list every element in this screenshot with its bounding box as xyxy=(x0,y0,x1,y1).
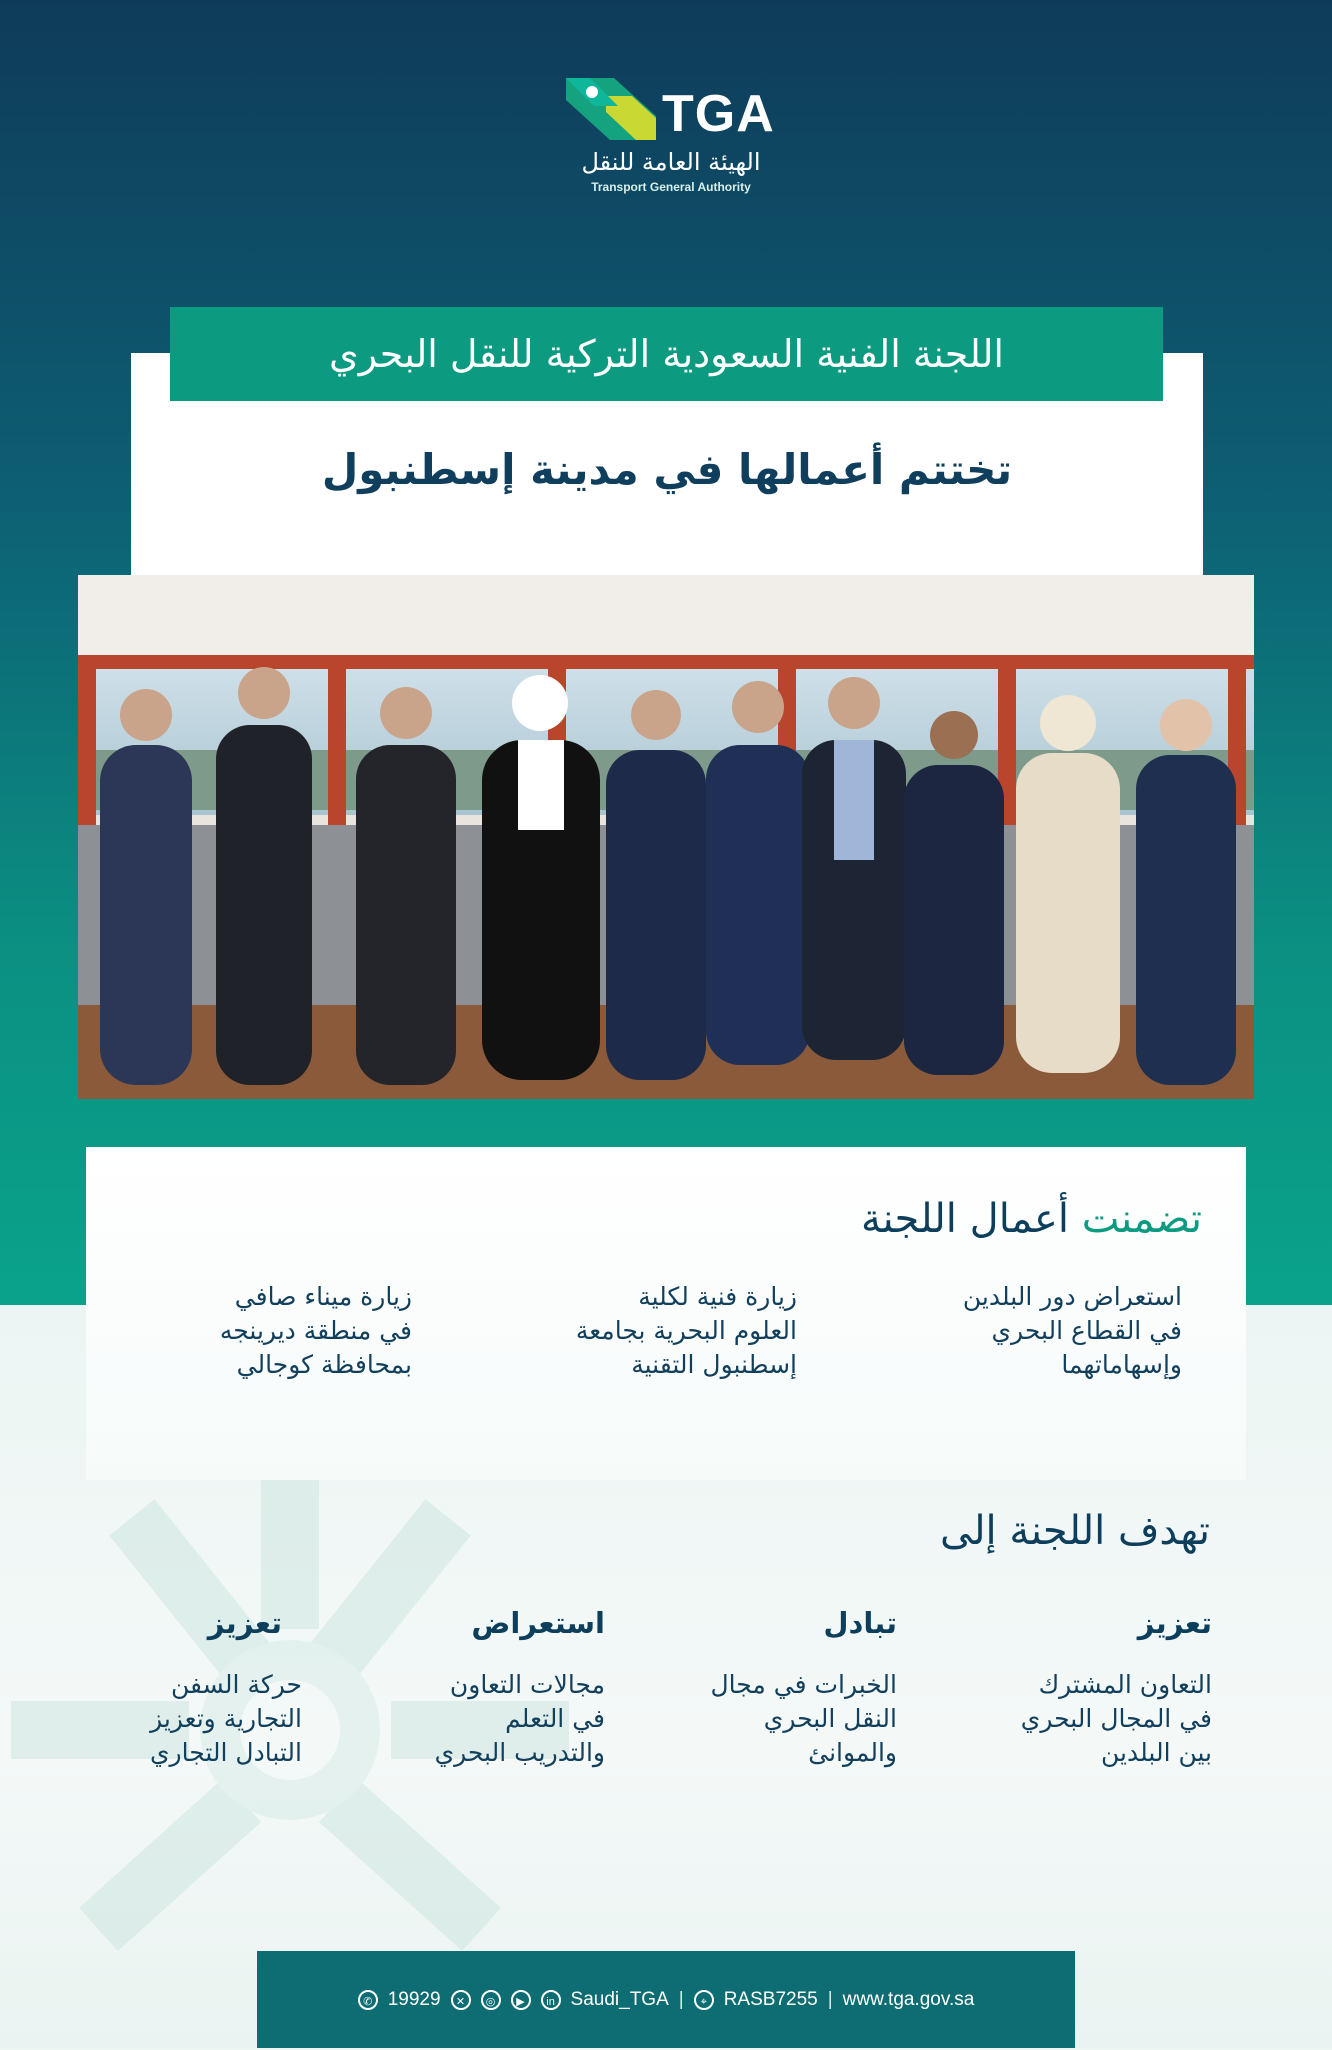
phone-icon: ✆ xyxy=(358,1990,378,2010)
works-title-highlight: تضمنت xyxy=(1081,1196,1202,1242)
linkedin-icon[interactable]: in xyxy=(541,1990,561,2010)
goal-2-title: تبادل xyxy=(823,1606,897,1640)
footer-separator: | xyxy=(678,1988,684,2010)
goal-1-title: تعزيز xyxy=(1137,1606,1212,1640)
works-item-2: زيارة فنية لكلية العلوم البحرية بجامعة إسطنبول التقنية xyxy=(575,1282,797,1379)
footer-phone[interactable]: 19929 xyxy=(387,1988,441,2010)
tga-name-en: Transport General Authority xyxy=(591,180,751,194)
tga-logo xyxy=(560,76,780,196)
works-title-rest: أعمال اللجنة xyxy=(861,1196,1082,1242)
goal-3-title: استعراض xyxy=(471,1606,605,1640)
works-title xyxy=(861,1196,1202,1242)
goal-4-title: تعزيز xyxy=(207,1606,282,1640)
youtube-icon[interactable]: ▶ xyxy=(511,1990,531,2010)
works-item-1: استعراض دور البلدين في القطاع البحري وإسهاماتهما xyxy=(962,1282,1182,1379)
goal-3-text: مجالات التعاون في التعلم والتدريب البحري xyxy=(434,1670,605,1767)
group-photo xyxy=(78,575,1254,1099)
footer-handle[interactable]: Saudi_TGA xyxy=(570,1988,669,2010)
location-icon: ⌖ xyxy=(694,1990,714,2010)
page-subtitle: تختتم أعمالها في مدينة إسطنبول xyxy=(321,445,1013,494)
instagram-icon[interactable]: ◎ xyxy=(481,1990,501,2010)
footer-code: RASB7255 xyxy=(723,1988,818,2010)
tga-brand-text: TGA xyxy=(662,85,775,143)
goal-2-text: الخبرات في مجال النقل البحري والموانئ xyxy=(710,1670,897,1767)
tga-name-ar: الهيئة العامة للنقل xyxy=(581,148,761,176)
footer-separator: | xyxy=(827,1988,833,2010)
goal-1-text: التعاون المشترك في المجال البحري بين البلدين xyxy=(1020,1670,1212,1767)
x-icon[interactable]: ✕ xyxy=(451,1990,471,2010)
page-title: اللجنة الفنية السعودية التركية للنقل البحري xyxy=(170,307,1163,401)
tga-logo-mark xyxy=(566,78,656,140)
goal-4-text: حركة السفن التجارية وتعزيز التبادل التجاري xyxy=(149,1670,302,1767)
footer-contact-bar xyxy=(257,1951,1075,2048)
works-item-3: زيارة ميناء صافي في منطقة ديرينجه بمحافظة كوجالي xyxy=(219,1282,412,1379)
goals-title: تهدف اللجنة إلى xyxy=(940,1508,1210,1554)
footer-website-link[interactable]: www.tga.gov.sa xyxy=(842,1988,975,2010)
